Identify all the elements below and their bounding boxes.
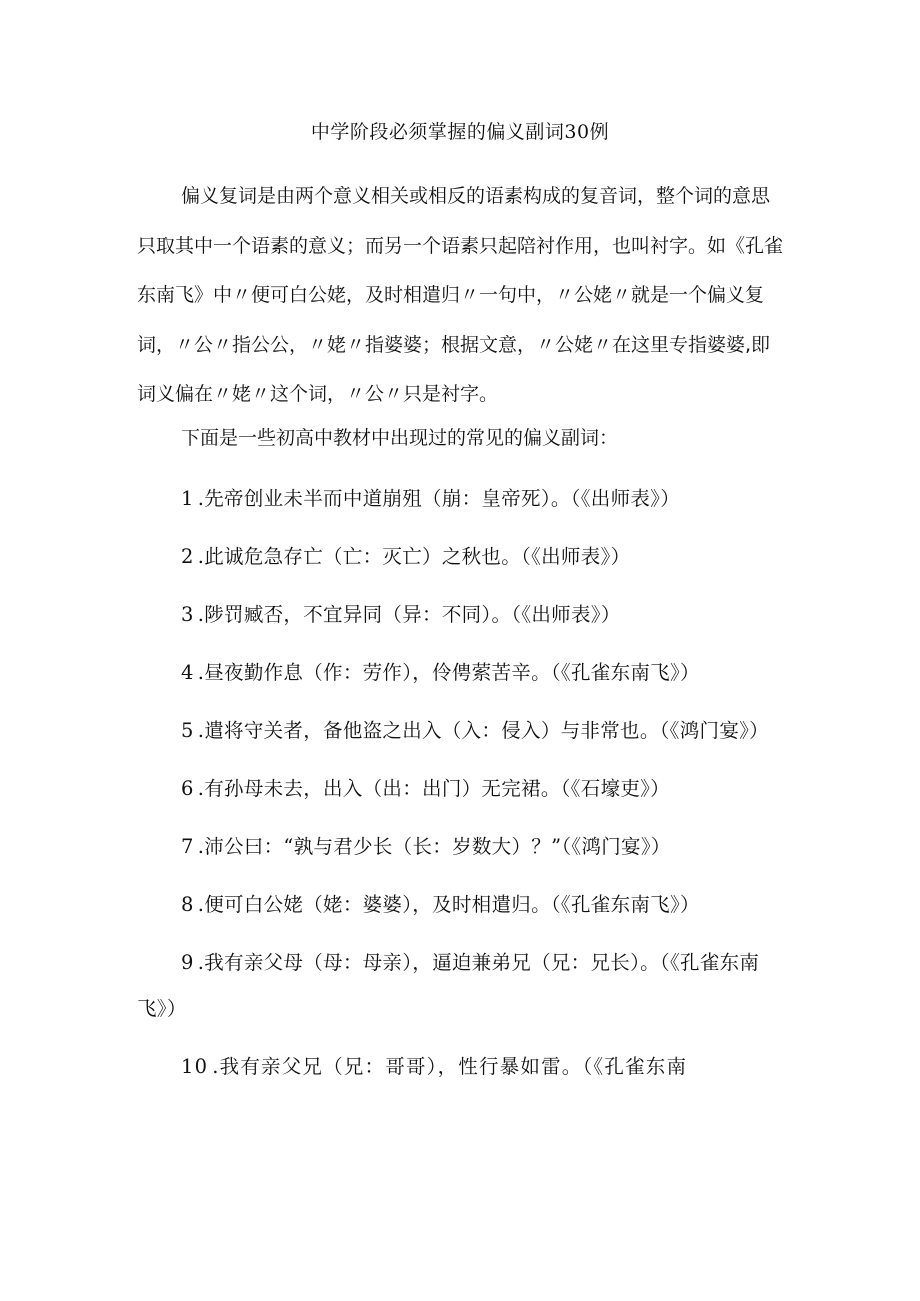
example-number: 4	[181, 661, 194, 684]
example-item	[137, 534, 797, 580]
example-item	[137, 940, 797, 1032]
example-text: .昼夜勤作息（作：劳作），伶俜萦苦辛。（《孔雀东南飞》）	[197, 661, 700, 684]
example-item	[137, 1044, 797, 1090]
example-number: 8	[181, 893, 194, 916]
example-item	[137, 592, 797, 638]
example-text: .此诚危急存亡（亡：灭亡）之秋也。（《出师表》）	[197, 545, 631, 568]
example-text: .遣将守关者，备他盗之出入（入：侵入）与非常也。（《鸿门宴》）	[197, 719, 769, 742]
example-item	[137, 824, 797, 870]
example-item	[137, 650, 797, 696]
examples-lead: 下面是一些初高中教材中出现过的常见的偏义副词：	[181, 427, 619, 449]
example-text: .有孙母未去，出入（出：出门）无完裙。（《石壕吏》）	[197, 777, 670, 800]
example-number: 1	[181, 487, 194, 510]
example-text: .陟罚臧否，不宜异同（异：不同）。（《出师表》）	[197, 603, 621, 626]
example-number: 5	[181, 719, 194, 742]
intro-paragraph: 偏义复词是由两个意义相关或相反的语素构成的复音词，整个词的意思只取其中一个语素的意义；而另一个语素只起陪衬作用，也叫衬字。如《孔雀东南飞》中〃便可白公姥，及时相遣归〃一句中，〃公姥〃就是一个偏义复词，〃公〃指公公，〃姥〃指婆婆；根据文意，〃公姥〃在这里专指婆婆,即词义偏在〃姥〃这个词，〃公〃只是衬字。	[137, 185, 784, 405]
example-text: .先帝创业未半而中道崩殂（崩：皇帝死）。（《出师表》）	[197, 487, 681, 510]
document-title: 中学阶段必须掌握的偏义副词30例	[310, 121, 610, 143]
example-text: .沛公曰：“孰与君少长（长：岁数大）？”（《鸿门宴》）	[197, 835, 671, 858]
example-number: 9	[181, 951, 194, 974]
example-text: .我有亲父兄（兄：哥哥），性行暴如雷。（《孔雀东南	[212, 1055, 688, 1078]
example-number: 10	[181, 1055, 209, 1078]
example-number: 3	[181, 603, 194, 626]
example-number: 7	[181, 835, 194, 858]
example-number: 2	[181, 545, 194, 568]
example-text: .便可白公姥（姥：婆婆），及时相遣归。（《孔雀东南飞》）	[197, 893, 700, 916]
example-text: .我有亲父母（母：母亲），逼迫兼弟兄（兄：兄长）。（《孔雀东南飞》）	[137, 951, 760, 1020]
example-number: 6	[181, 777, 194, 800]
example-item	[137, 708, 797, 754]
example-item	[137, 882, 797, 928]
example-item	[137, 476, 797, 522]
examples-list	[137, 476, 797, 1102]
example-item	[137, 766, 797, 812]
